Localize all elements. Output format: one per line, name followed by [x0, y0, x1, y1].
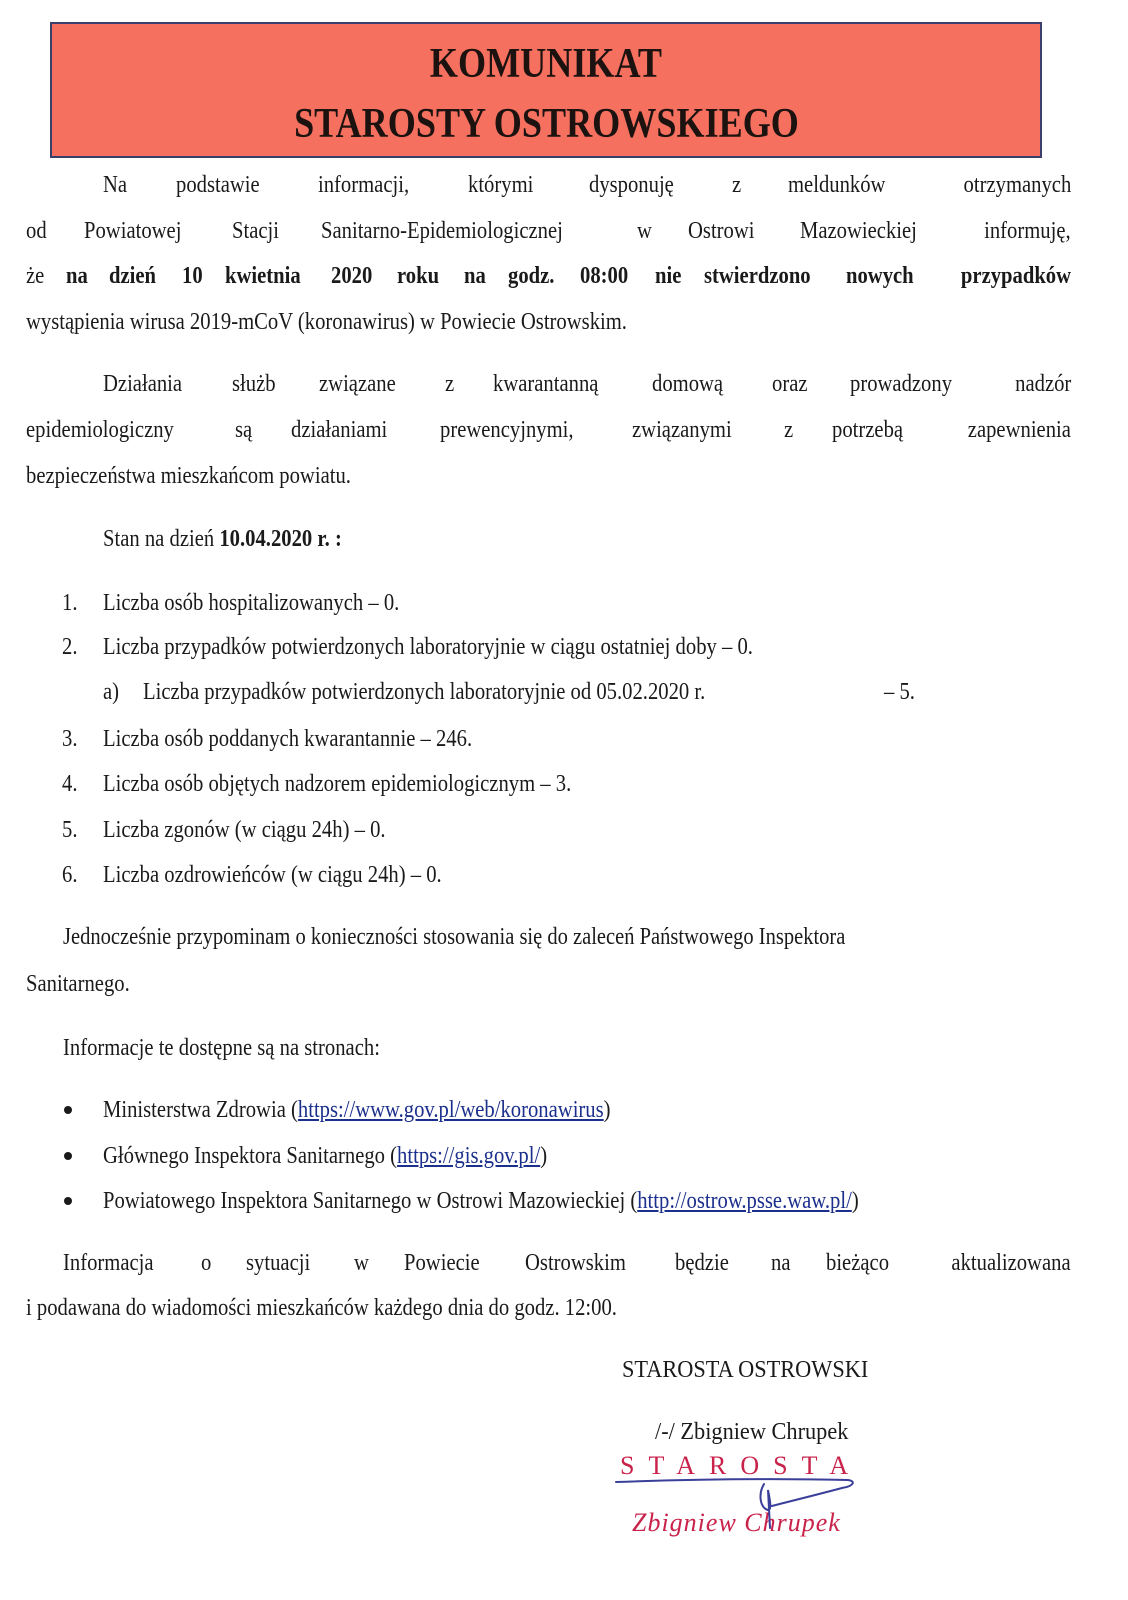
reminder-line-1	[63, 922, 978, 952]
word: dysponuję	[588, 172, 674, 198]
word: związanymi	[631, 417, 732, 443]
header-banner	[50, 22, 1042, 158]
activities-line-1	[103, 369, 1071, 399]
list-marker: 2.	[62, 634, 78, 660]
word: od	[26, 218, 47, 244]
word: 10	[182, 263, 203, 289]
word: aktualizowana	[951, 1250, 1071, 1276]
word: w	[636, 218, 652, 244]
word: Informacja	[63, 1250, 154, 1276]
word: z	[784, 417, 794, 443]
text: /-/ Zbigniew Chrupek	[655, 1419, 849, 1445]
source-label: Głównego Inspektora Sanitarnego (	[103, 1143, 398, 1169]
status-suffix: :	[329, 526, 342, 552]
closing-line-2	[26, 1293, 713, 1323]
intro-line-3-highlight	[26, 261, 1071, 291]
word: na	[464, 263, 487, 289]
paren: )	[540, 1143, 548, 1169]
word: zapewnienia	[967, 417, 1071, 443]
stamp-title: STAROSTA	[620, 1451, 863, 1480]
word: na	[770, 1250, 791, 1276]
stamp-name: Zbigniew Chrupek	[632, 1508, 841, 1537]
word: potrzebą	[831, 417, 903, 443]
word: Sanitarno-Epidemiologicznej	[321, 218, 563, 244]
word: na	[65, 263, 88, 289]
word: w	[353, 1250, 369, 1276]
word: stwierdzono	[703, 263, 811, 289]
word: bieżąco	[826, 1250, 890, 1276]
word: domową	[652, 371, 724, 397]
word: podstawie	[175, 172, 260, 198]
word: którymi	[468, 172, 534, 198]
word: Stacji	[232, 218, 280, 244]
source-label: Powiatowego Inspektora Sanitarnego w Ostrowi Mazowieckiej (	[103, 1188, 638, 1214]
word: 08:00	[580, 263, 629, 289]
source-link[interactable]: http://ostrow.psse.waw.pl/	[637, 1188, 852, 1214]
intro-line-2	[26, 216, 1071, 246]
word: nadzór	[1014, 371, 1071, 397]
bullet-icon	[64, 1197, 72, 1205]
list-marker: 1.	[62, 590, 78, 616]
paren: )	[603, 1097, 611, 1123]
word: prewencyjnymi,	[439, 417, 574, 443]
activities-line-2	[26, 415, 1071, 445]
word: z	[732, 172, 742, 198]
paren: )	[851, 1188, 859, 1214]
word: Mazowieckiej	[799, 218, 917, 244]
signature-signed-name	[655, 1417, 863, 1447]
list-marker: 4.	[62, 771, 78, 797]
list-marker: 3.	[62, 726, 78, 752]
word: meldunków	[787, 172, 886, 198]
text: STAROSTA OSTROWSKI	[622, 1357, 869, 1383]
word: informacji,	[317, 172, 409, 198]
word: są	[234, 417, 252, 443]
word: przypadków	[960, 263, 1071, 289]
reminder-line-2	[26, 969, 147, 999]
list-marker: 5.	[62, 817, 78, 843]
word: informuję,	[984, 218, 1071, 244]
activities-line-3	[26, 461, 404, 491]
word: Ostrowskim	[524, 1250, 626, 1276]
document-subtitle: STAROSTY OSTROWSKIEGO	[293, 101, 799, 147]
word: dzień	[109, 263, 157, 289]
word: godz.	[508, 263, 555, 289]
stat-text: Liczba osób hospitalizowanych – 0.	[103, 590, 400, 616]
source-link[interactable]: https://gis.gov.pl/	[397, 1143, 541, 1169]
stat-text: Liczba przypadków potwierdzonych laboratoryjnie w ciągu ostatniej doby – 0.	[103, 634, 753, 660]
intro-line-4	[26, 307, 725, 337]
word: Działania	[103, 371, 183, 397]
handwritten-signature-icon	[612, 1460, 882, 1530]
word: sytuacji	[246, 1250, 311, 1276]
stat-value: – 5.	[884, 679, 915, 705]
word: kwarantanną	[492, 371, 599, 397]
list-marker: a)	[103, 679, 120, 705]
text: i podawana do wiadomości mieszkańców każdego dnia do godz. 12:00.	[26, 1295, 617, 1321]
word: nowych	[845, 263, 914, 289]
bullet-icon	[64, 1152, 72, 1160]
word: związane	[319, 371, 397, 397]
word: Ostrowi	[688, 218, 755, 244]
stat-text: Liczba osób objętych nadzorem epidemiologicznym – 3.	[103, 771, 572, 797]
word: Powiecie	[403, 1250, 480, 1276]
status-date: 10.04.2020 r.	[219, 526, 330, 552]
source-link[interactable]: https://www.gov.pl/web/koronawirus	[297, 1097, 604, 1123]
word: działaniami	[291, 417, 388, 443]
list-marker: 6.	[62, 862, 78, 888]
word: roku	[397, 263, 440, 289]
word: nie	[654, 263, 681, 289]
word: o	[201, 1250, 212, 1276]
status-label: Stan na dzień	[103, 526, 220, 552]
text: Jednocześnie przypominam o konieczności stosowania się do zaleceń Państwowego Inspektora	[63, 924, 846, 950]
text: wystąpienia wirusa 2019-mCoV (koronawirus) w Powiecie Ostrowskim.	[26, 309, 627, 335]
closing-line-1	[63, 1248, 1071, 1278]
text: Sanitarnego.	[26, 971, 130, 997]
word: prowadzony	[850, 371, 953, 397]
word: epidemiologiczny	[26, 417, 174, 443]
sources-intro	[63, 1033, 432, 1063]
stat-text: Liczba ozdrowieńców (w ciągu 24h) – 0.	[103, 862, 442, 888]
signature-title	[622, 1355, 887, 1385]
word: będzie	[675, 1250, 729, 1276]
text: Informacje te dostępne są na stronach:	[63, 1035, 380, 1061]
word: 2020	[330, 263, 373, 289]
document-title: KOMUNIKAT	[429, 41, 663, 87]
bullet-icon	[64, 1106, 72, 1114]
text: bezpieczeństwa mieszkańcom powiatu.	[26, 463, 351, 489]
word: oraz	[771, 371, 808, 397]
stat-text: Liczba przypadków potwierdzonych laboratoryjnie od 05.02.2020 r.	[143, 679, 706, 705]
stat-text: Liczba osób poddanych kwarantannie – 246.	[103, 726, 473, 752]
source-label: Ministerstwa Zdrowia (	[103, 1097, 298, 1123]
word: służb	[231, 371, 276, 397]
word: Powiatowej	[84, 218, 182, 244]
word: kwietnia	[224, 263, 301, 289]
word: że	[26, 263, 45, 289]
intro-line-1	[103, 170, 1071, 200]
word: Na	[103, 172, 128, 198]
word: z	[445, 371, 455, 397]
status-date-line	[103, 524, 381, 554]
stat-text: Liczba zgonów (w ciągu 24h) – 0.	[103, 817, 386, 843]
word: otrzymanych	[963, 172, 1071, 198]
